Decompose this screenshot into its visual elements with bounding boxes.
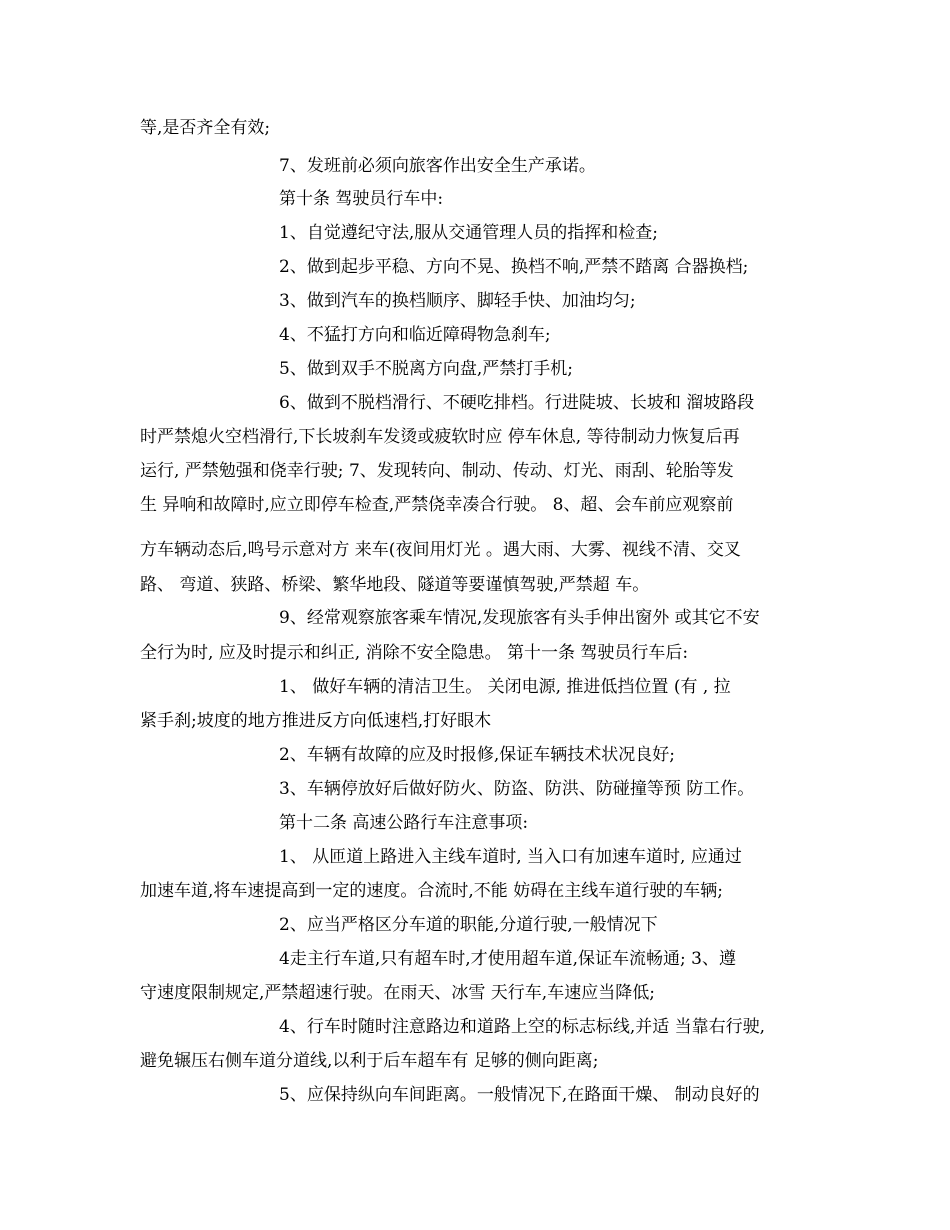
section-heading: 第十条 驾驶员行车中:	[279, 189, 444, 209]
text-line: 加速车道,将车速提高到一定的速度。合流时,不能 妨碍在主线车道行驶的车辆;	[140, 881, 723, 901]
text-line: 等,是否齐全有效;	[140, 118, 271, 138]
text-line: 3、车辆停放好后做好防火、防盗、防洪、防碰撞等预 防工作。	[279, 779, 755, 799]
text-line: 避免辗压右侧车道分道线,以利于后车超车有 足够的侧向距离;	[140, 1051, 599, 1071]
text-line: 7、发班前必须向旅客作出安全生产承诺。	[279, 156, 596, 176]
text-line: 运行, 严禁勉强和侥幸行驶; 7、发现转向、制动、传动、灯光、雨刮、轮胎等发	[140, 461, 734, 481]
section-heading: 第十二条 高速公路行车注意事项:	[279, 813, 529, 833]
text-line: 2、做到起步平稳、方向不晃、换档不响,严禁不踏离 合器换档;	[279, 257, 749, 277]
text-line: 紧手刹;坡度的地方推进反方向低速档,打好眼木	[140, 711, 492, 731]
text-line: 2、应当严格区分车道的职能,分道行驶,一般情况下	[279, 915, 658, 935]
text-line: 方车辆动态后,鸣号示意对方 来车(夜间用灯光 。遇大雨、大雾、视线不清、交叉	[140, 540, 741, 560]
text-line: 6、做到不脱档滑行、不硬吃排档。行进陡坡、长坡和 溜坡路段	[279, 393, 755, 413]
text-line: 时严禁熄火空档滑行,下长坡刹车发烫或疲软时应 停车休息, 等待制动力恢复后再	[140, 427, 740, 447]
text-line: 全行为时, 应及时提示和纠正, 消除不安全隐患。 第十一条 驾驶员行车后:	[140, 643, 689, 663]
text-line: 4、行车时随时注意路边和道路上空的标志标线,并适 当靠右行驶,	[279, 1017, 766, 1037]
text-line: 守速度限制规定,严禁超速行驶。在雨天、冰雪 天行车,车速应当降低;	[140, 983, 655, 1003]
text-line: 1、 做好车辆的清洁卫生。 关闭电源, 推进低挡位置 (有 , 拉	[279, 677, 731, 697]
text-line: 1、 从匝道上路进入主线车道时, 当入口有加速车道时, 应通过	[279, 847, 742, 867]
text-line: 5、做到双手不脱离方向盘,严禁打手机;	[279, 359, 573, 379]
text-line: 生 异响和故障时,应立即停车检查,严禁侥幸凑合行驶。 8、超、会车前应观察前	[140, 495, 734, 515]
text-line: 4走主行车道,只有超车时,才使用超车道,保证车流畅通; 3、遵	[279, 949, 736, 969]
text-line: 5、应保持纵向车间距离。一般情况下,在路面干燥、 制动良好的	[279, 1085, 760, 1105]
text-line: 1、自觉遵纪守法,服从交通管理人员的指挥和检查;	[279, 223, 658, 243]
text-line: 3、做到汽车的换档顺序、脚轻手快、加油均匀;	[279, 291, 636, 311]
text-line: 路、 弯道、狭路、桥梁、繁华地段、隧道等要谨慎驾驶,严禁超 车。	[140, 575, 650, 595]
text-line: 2、车辆有故障的应及时报修,保证车辆技术状况良好;	[279, 745, 675, 765]
text-line: 4、不猛打方向和临近障碍物急刹车;	[279, 325, 551, 345]
text-line: 9、经常观察旅客乘车情况,发现旅客有头手伸出窗外 或其它不安	[279, 608, 760, 628]
